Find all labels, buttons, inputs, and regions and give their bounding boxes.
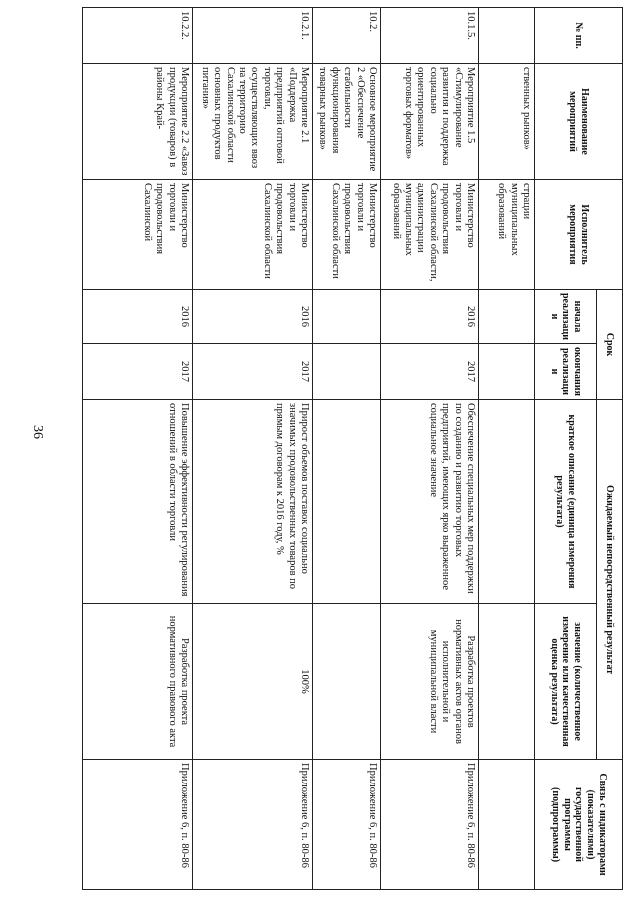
measures-table <box>82 7 623 890</box>
cell-value <box>313 604 381 760</box>
cell-value <box>479 604 535 760</box>
cell-end: 2017 <box>381 344 479 400</box>
cell-start: 2016 <box>193 290 313 344</box>
cell-name: Мероприятие 2.2 «Завоз продукции (товаров) в районы Край- <box>83 64 193 180</box>
cell-executor: страции муниципальных образований <box>479 180 535 290</box>
cell-desc: Обеспечение специальных мер поддержки по созданию и развитию торговых предприятий, имеющих ярко выраженное социальное значение <box>381 400 479 604</box>
cell-value: Разработка проекта нормативного правового акта <box>83 604 193 760</box>
cell-link: Приложение 6, п. 80-86 <box>381 760 479 890</box>
cell-name: ственных рынков» <box>479 64 535 180</box>
cell-executor: Министерство торговли и продовольствия Сахалинской области, администрации муниципальных образований <box>381 180 479 290</box>
cell-num: 10.2.2. <box>83 8 193 64</box>
cell-start: 2016 <box>83 290 193 344</box>
header-term: Срок <box>597 290 623 400</box>
cell-name: Мероприятие 2.1 «Поддержка предприятий оптовой торговли, осуществляющих ввоз на территорию Сахалинской области основных продуктов питания» <box>193 64 313 180</box>
cell-start: 2016 <box>381 290 479 344</box>
cell-desc <box>313 400 381 604</box>
cell-start <box>313 290 381 344</box>
cell-link: Приложение 6, п. 80-86 <box>193 760 313 890</box>
header-term-start: начала реализации <box>535 290 597 344</box>
cell-executor: Министерство торговли и продовольствия Сахалинской области <box>193 180 313 290</box>
table-row <box>193 8 313 890</box>
cell-desc: Повышение эффективности регулирования отношений в области торговли <box>83 400 193 604</box>
cell-link: Приложение 6, п. 80-86 <box>83 760 193 890</box>
header-name: Наименование мероприятий <box>535 64 623 180</box>
cell-num <box>479 8 535 64</box>
header-term-end: окончания реализации <box>535 344 597 400</box>
cell-value: Разработка проектов нормативных актов органов исполнительной и муниципальной власти <box>381 604 479 760</box>
table-row <box>479 8 535 890</box>
cell-num: 10.1.5. <box>381 8 479 64</box>
cell-link: Приложение 6, п. 80-86 <box>313 760 381 890</box>
cell-end <box>313 344 381 400</box>
cell-desc: Прирост объемов поставок социально значимых продовольственных товаров по прямым договорам к 2016 году, % <box>193 400 313 604</box>
cell-name: Основное мероприятие 2 «Обеспечение стабильности функционирования товарных рынков» <box>313 64 381 180</box>
cell-end <box>479 344 535 400</box>
rotated-table-container <box>83 7 623 889</box>
header-executor: Исполнитель мероприятия <box>535 180 623 290</box>
cell-num: 10.2. <box>313 8 381 64</box>
header-result-desc: краткое описание (единица измерения результата) <box>535 400 597 604</box>
cell-executor: Министерство торговли и продовольствия Сахалинской <box>83 180 193 290</box>
page-number: 36 <box>30 425 45 439</box>
cell-end: 2017 <box>193 344 313 400</box>
header-link: Связь с индикаторами (показателями) государственной программы (подпрограммы) <box>535 760 623 890</box>
table-row <box>313 8 381 890</box>
cell-value: 100% <box>193 604 313 760</box>
table-row <box>381 8 479 890</box>
cell-end: 2017 <box>83 344 193 400</box>
cell-name: Мероприятие 1.5 «Стимулирование развития и поддержка социально ориентированных торговых форматов» <box>381 64 479 180</box>
header-result: Ожидаемый непосредственный результат <box>597 400 623 760</box>
cell-desc <box>479 400 535 604</box>
cell-num: 10.2.1. <box>193 8 313 64</box>
header-num: № пп. <box>535 8 623 64</box>
cell-start <box>479 290 535 344</box>
cell-executor: Министерство торговли и продовольствия Сахалинской области <box>313 180 381 290</box>
table-row <box>83 8 193 890</box>
header-result-value: значение (количественное измерение или качественная оценка результата) <box>535 604 597 760</box>
cell-link <box>479 760 535 890</box>
